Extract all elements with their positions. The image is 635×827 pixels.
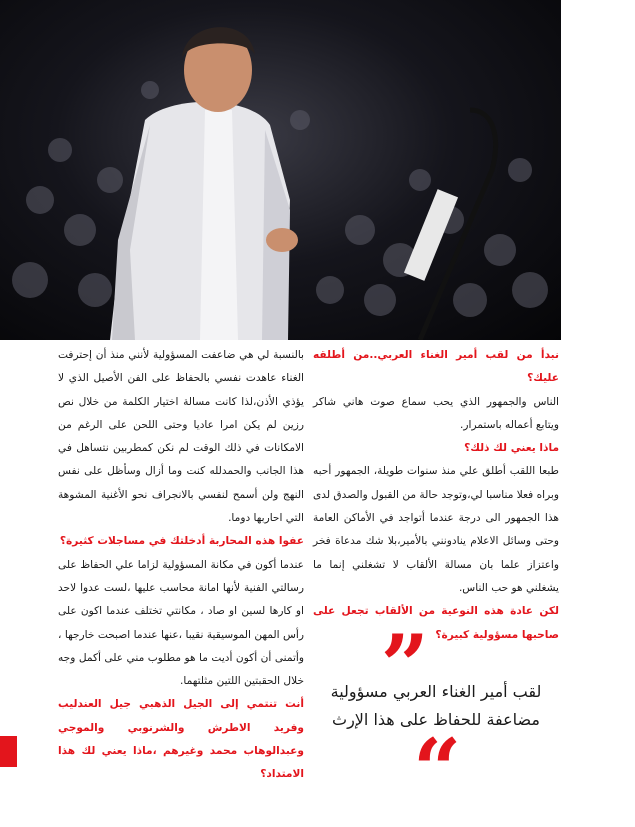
- answer-3: بالنسبة لي هي ضاعفت المسؤولية لأنني منذ أن إحترفت الغناء عاهدت نفسي بالحفاظ على الفن الأصيل الذي لا يؤذي الأذن،لذا كانت مسالة اختيار الكلمة من خلال نص رزين لم يكن امرا عاديا وحتى اللحن على الرغم من الامكانات في ذلك الوقت لم نكن كمطربين نتساهل في هذا الجانب والحمدلله كنت وما أزال وسأظل على نفس النهج ولن أسمح لنفسي بالانجراف نحو الأغنية المشوهة التي احاربها دوما.: [58, 349, 304, 525]
- question-2: ماذا يعني لك ذلك؟: [464, 442, 559, 455]
- open-quote-icon: ”: [380, 616, 429, 715]
- answer-2: طبعا اللقب أطلق علي منذ سنوات طويلة، الجمهور أحبه وبراه فعلا مناسبا لي،وتوجد حالة من القبول والصدق لدى هذا الجمهور الى درجة عندما أتواجد في الأماكن العامة وحتى وسائل الاعلام ينادونني بالأمير،بلا شك مدعاة فخر واعتزاز علما بان مسالة الألقاب لا تشغلني إنما ما يشغلني هو حب الناس.: [312, 465, 559, 594]
- photo-illustration: [0, 0, 561, 340]
- answer-1: الناس والجمهور الذي يحب سماع صوت هاني شاكر ويتابع أعماله باستمرار.: [313, 395, 559, 431]
- pull-quote-line-1: لقب أمير الغناء العربي مسؤولية: [330, 682, 542, 701]
- singer-on-stage-photo: [0, 0, 561, 340]
- article-column-right: [313, 344, 559, 647]
- question-5: أنت تنتمي إلى الجيل الذهبي جيل العندليب وفريد الاطرش والشرنوبي والموجي وعبدالوهاب محمد وغيرهم ،ماذا يعني لك هذا الامتداد؟: [58, 698, 304, 781]
- page-edge-tab: [0, 736, 17, 767]
- pull-quote-line-2: مضاعفة للحفاظ على هذا الإرث: [332, 710, 540, 729]
- question-4: عفوا هذه المحاربة أدخلتك في مساجلات كثيرة؟: [59, 535, 304, 548]
- article-column-left: [58, 344, 304, 787]
- answer-4: عندما أكون في مكانة المسؤولية لزاما علي الحفاظ على رسالتي الفنية لأنها امانة محاسب عليها ،لست عدوا لاحد او كارها لسين او صاد ، مكانتي تختلف عندما اكون على رأس المهن الموسيقية نقيبا ،عنها عندما اصبحت خارجها ، وأتمنى أن أكون أديت ما هو مطلوب مني على أكمل وجه خلال الحقبتين اللتين مثلتهما.: [58, 558, 304, 688]
- question-1: نبدأ من لقب أمير الغناء العربي..من أطلقه عليك؟: [313, 349, 559, 385]
- close-quote-icon: “: [413, 720, 462, 819]
- question-3: لكن عادة هذه النوعية من الألقاب تجعل على صاحبها مسؤولية كبيرة؟: [313, 605, 559, 641]
